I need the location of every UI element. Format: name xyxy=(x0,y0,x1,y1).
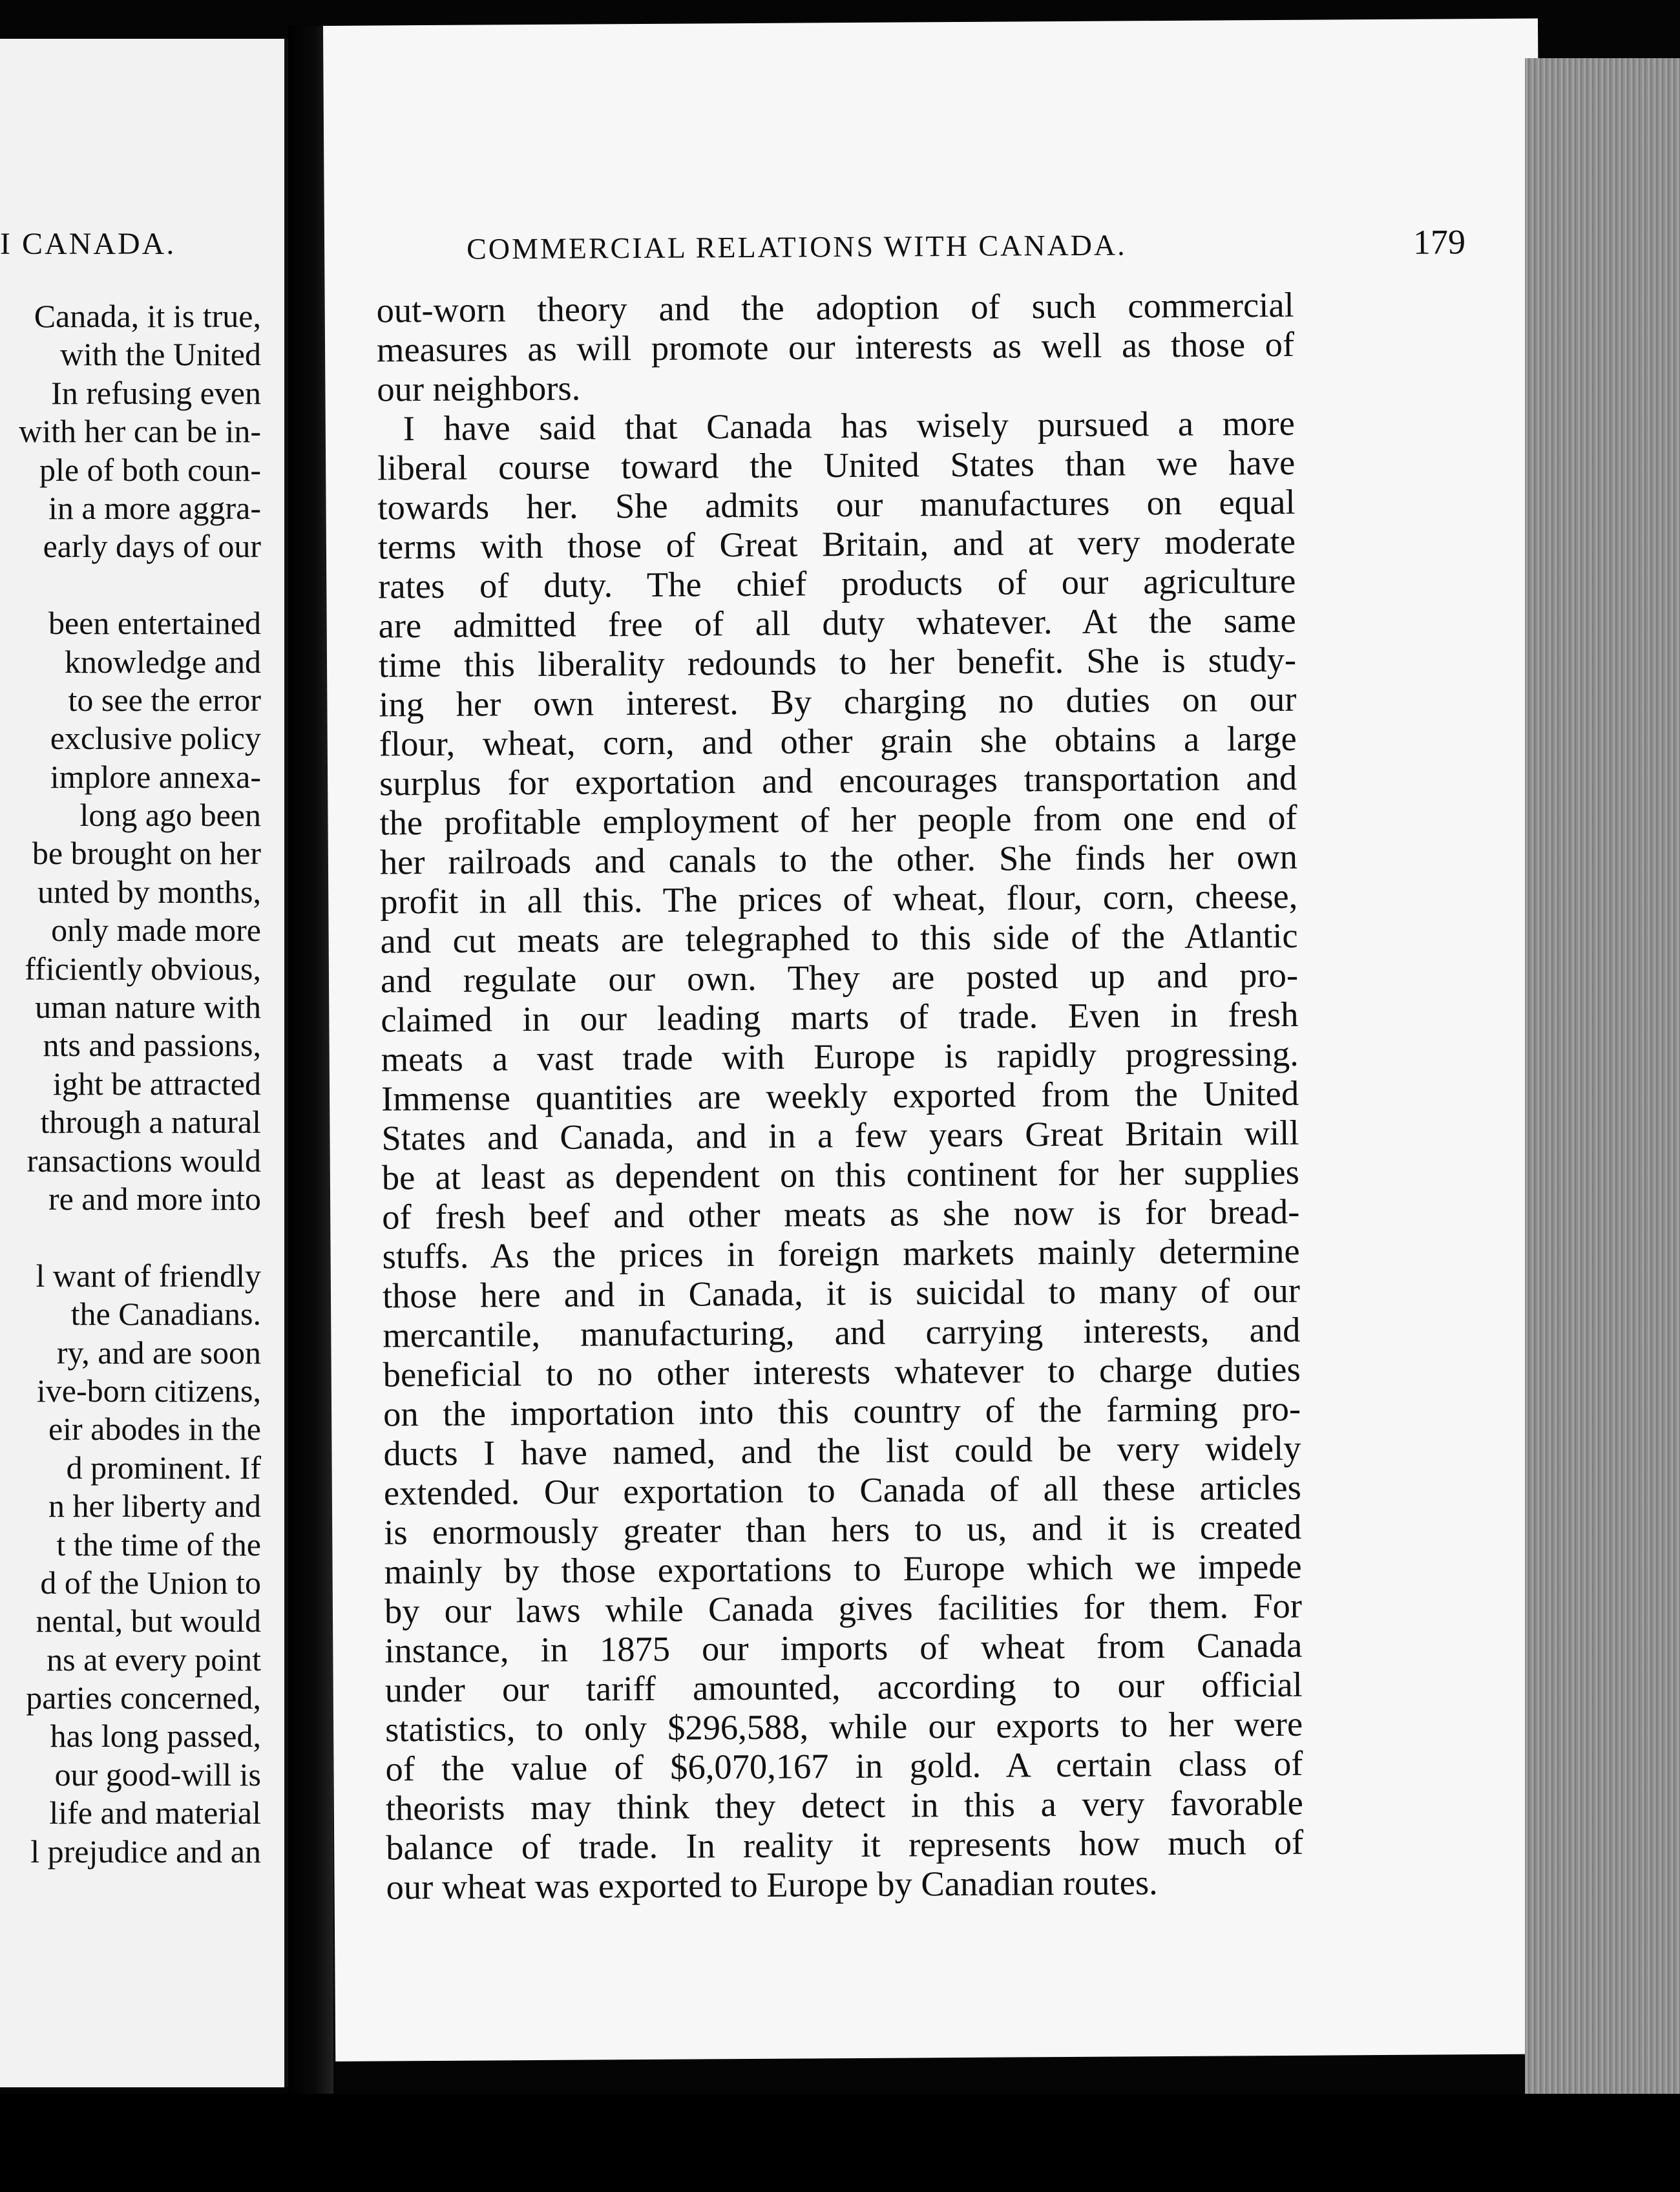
left-page-line: ight be attracted xyxy=(52,1065,261,1102)
body-text-line: mercantile, manufacturing, and carrying interests, and xyxy=(383,1309,1301,1355)
body-text-line: is enormously greater than hers to us, and it is created xyxy=(384,1506,1302,1552)
left-page-line: to see the error xyxy=(68,681,261,718)
left-page-gap xyxy=(0,1218,261,1256)
body-text-line: the profitable employment of her people from one end of xyxy=(379,797,1297,843)
left-running-head xyxy=(0,226,271,262)
left-page-line: Canada, it is true, xyxy=(34,298,261,334)
left-page-line: nental, but would xyxy=(36,1603,261,1639)
left-page-line: the Canadians. xyxy=(70,1296,261,1333)
body-text-line: terms with those of Great Britain, and at very moderate xyxy=(377,521,1296,567)
body-text-line: Immense quantities are weekly exported from the United xyxy=(381,1073,1299,1119)
left-page-line: in a more aggra- xyxy=(48,489,261,526)
running-head-title: COMMERCIAL RELATIONS WITH CANADA. xyxy=(466,228,1127,266)
body-text-line: those here and in Canada, it is suicidal to many of our xyxy=(382,1270,1301,1316)
body-text-line: of the value of $6,070,167 in gold. A certain class of xyxy=(385,1743,1303,1789)
body-text-line: I have said that Canada has wisely pursued a more xyxy=(403,403,1295,448)
body-text xyxy=(377,285,1304,1907)
left-page-line: early days of our xyxy=(43,528,261,565)
body-text-line: States and Canada, and in a few years Great Britain will xyxy=(381,1112,1299,1158)
left-page-line: nts and passions, xyxy=(43,1027,261,1064)
left-page-line: n her liberty and xyxy=(48,1488,261,1524)
left-page-line: ive-born citizens, xyxy=(36,1372,261,1409)
left-page-line: ple of both coun- xyxy=(39,451,261,488)
left-page-line: implore annexa- xyxy=(50,758,261,795)
left-page-line: d of the Union to xyxy=(40,1564,261,1601)
left-page-line: ry, and are soon xyxy=(56,1334,261,1371)
left-page-line: l prejudice and an xyxy=(30,1833,261,1870)
body-text-line: ducts I have named, and the list could be very widely xyxy=(383,1428,1301,1473)
body-text-line: instance, in 1875 our imports of wheat from Canada xyxy=(384,1625,1303,1670)
left-page-line: be brought on her xyxy=(32,835,261,872)
left-page-gap xyxy=(0,566,261,604)
left-page-line: unted by months, xyxy=(37,873,261,910)
left-page-line: ransactions would xyxy=(26,1142,261,1179)
body-text-line: towards her. She admits our manufactures on equal xyxy=(377,481,1296,527)
body-text-line: ing her own interest. By charging no duties on our xyxy=(379,679,1297,724)
body-text-line: be at least as dependent on this continent for her supplies xyxy=(381,1152,1300,1197)
left-page-line: parties concerned, xyxy=(26,1680,261,1716)
body-text-line: flour, wheat, corn, and other grain she obtains a large xyxy=(379,718,1297,764)
left-running-head-fragment-mark: I xyxy=(0,227,22,261)
body-text-line: statistics, to only $296,588, while our exports to her were xyxy=(384,1703,1303,1749)
body-text-line: rates of duty. The chief products of our agriculture xyxy=(378,560,1296,606)
left-page-line: t the time of the xyxy=(56,1526,261,1563)
left-page-line: our good-will is xyxy=(54,1756,261,1793)
body-text-line: balance of trade. In reality it represents how much of xyxy=(386,1822,1304,1868)
left-page-line: ns at every point xyxy=(47,1641,261,1678)
left-page-line: life and material xyxy=(49,1795,261,1831)
body-text-line: our neighbors. xyxy=(377,368,581,409)
body-text-line: are admitted free of all duty whatever. At the same xyxy=(378,600,1296,646)
left-page-line: long ago been xyxy=(79,797,261,834)
body-text-line: on the importation into this country of the farming pro- xyxy=(383,1388,1301,1434)
body-text-line: beneficial to no other interests whatever to charge duties xyxy=(383,1349,1301,1395)
left-page-line: with the United xyxy=(59,336,261,373)
body-text-line: theorists may think they detect in this a very favorable xyxy=(385,1782,1304,1828)
body-text-line: our wheat was exported to Europe by Canadian routes. xyxy=(386,1862,1158,1907)
body-text-line: claimed in our leading marts of trade. Even in fresh xyxy=(381,994,1299,1040)
body-text-line: liberal course toward the United States than we have xyxy=(377,442,1296,488)
body-text-line: by our laws while Canada gives facilities for them. For xyxy=(384,1585,1303,1631)
body-text-line: mainly by those exportations to Europe which we impede xyxy=(384,1546,1302,1592)
body-text-line: measures as will promote our interests as well as those of xyxy=(376,324,1295,370)
body-text-line: of fresh beef and other meats as she now is for bread- xyxy=(382,1191,1300,1237)
left-page-line: exclusive policy xyxy=(50,720,261,757)
left-page-line: l want of friendly xyxy=(36,1257,261,1294)
body-text-line: profit in all this. The prices of wheat, flour, corn, cheese, xyxy=(380,876,1298,922)
page-edges xyxy=(1525,58,1680,2126)
body-text-line: her railroads and canals to the other. She finds her own xyxy=(379,836,1298,882)
left-page xyxy=(0,39,288,2087)
scan-bottom-border xyxy=(0,2094,1680,2192)
body-text-line: and cut meats are telegraphed to this side of the Atlantic xyxy=(380,915,1298,961)
body-text-line: time this liberality redounds to her benefit. She is study- xyxy=(378,639,1297,685)
body-text-line: and regulate our own. They are posted up and pro- xyxy=(380,954,1299,1000)
left-running-head-text: CANADA. xyxy=(21,227,176,261)
left-page-line: only made more xyxy=(51,912,261,949)
left-page-line: knowledge and xyxy=(64,643,261,680)
left-page-line: uman nature with xyxy=(35,989,261,1026)
left-page-line: with her can be in- xyxy=(19,413,261,450)
left-page-line: has long passed, xyxy=(50,1718,261,1755)
left-page-line: fficiently obvious, xyxy=(25,950,261,987)
body-text-line: under our tariff amounted, according to our official xyxy=(384,1664,1303,1710)
right-page xyxy=(323,19,1550,2061)
left-page-line: d prominent. If xyxy=(66,1449,261,1486)
left-page-line: In refusing even xyxy=(51,374,261,411)
page-number: 179 xyxy=(1412,222,1466,262)
body-text-line: stuffs. As the prices in foreign markets mainly determine xyxy=(382,1230,1300,1276)
left-page-text-column xyxy=(0,297,261,1871)
left-page-line: re and more into xyxy=(48,1180,261,1217)
left-page-line: eir abodes in the xyxy=(48,1411,261,1448)
running-head xyxy=(466,222,1604,277)
body-text-line: extended. Our exportation to Canada of all these articles xyxy=(383,1467,1302,1513)
left-page-line: through a natural xyxy=(40,1104,261,1141)
body-text-line: meats a vast trade with Europe is rapidly progressing. xyxy=(381,1033,1299,1079)
body-text-line: surplus for exportation and encourages transportation and xyxy=(379,757,1297,803)
body-text-line: out-worn theory and the adoption of such commercial xyxy=(376,284,1294,330)
left-page-line: been entertained xyxy=(48,605,261,642)
